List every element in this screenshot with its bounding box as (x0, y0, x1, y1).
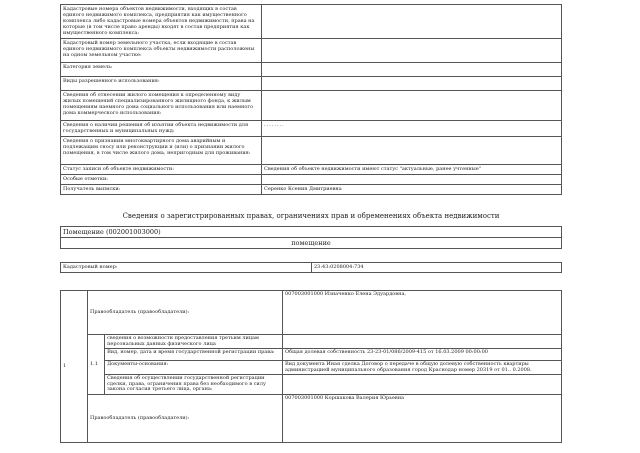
row-label: Кадастровый номер земельного участка, если входящие в состав единого недвижимого комплекса объекты недвижимости расположены на одном земельном участке: (61, 39, 262, 63)
table-row (61, 291, 562, 335)
object-name: Помещение (002001003000) (61, 227, 562, 238)
consent-label: Сведения об осуществлении государственной регистрации сделки, права, ограничения права без необходимого в силу закона согласия третьего лица, органа: (105, 375, 283, 395)
table-row (61, 395, 562, 443)
row-label: Сведения об отнесении жилого помещения к определенному виду жилых помещений специализированного жилищного фонда, к жилым помещениям наемного дома социального использования или наемного дома коммерческого использования: (61, 91, 262, 121)
consent-value (283, 375, 562, 395)
right-number: 1 (61, 291, 88, 443)
row-label: Статус записи об объекте недвижимости: (61, 165, 262, 175)
table-row (61, 349, 562, 361)
row-label: Кадастровые номера объектов недвижимости, входящих в состав единого недвижимого комплекса, предприятия как имущественного комплекса либо кадастровые номера объектов недвижимости, права на которые (в том числе право аренды) входят в состав предприятия как имущественного комплекса: (61, 5, 262, 39)
registration-label: Вид, номер, дата и время государственной регистрации права: (105, 349, 283, 361)
cadastral-value: 23:43:0208004:734 (312, 263, 562, 273)
table-row (61, 165, 562, 175)
holder-name: 007003001000 Изначенко Елена Эдуардовна, (285, 291, 407, 297)
documents-value: Вид документа Иная сделка Договор о передаче в общую долевую собственность квартиры администрацией муниципального образования город Краснодар номер 20319 от 01.. 0.2008. (283, 361, 562, 375)
section-title: Сведения о зарегистрированных правах, ограничениях прав и обременениях объекта недвижимости (122, 212, 500, 220)
table-row (61, 175, 562, 185)
registration-value: Общая долевая собственность 23-23-01/086/2009-415 от 16.03.2009 00:00:00 (283, 349, 562, 361)
rights-table (60, 290, 562, 443)
row-value (262, 175, 562, 185)
table-row (61, 227, 562, 238)
row-label: Сведения о признании многоквартирного дома аварийным и подлежащим сносу или реконструкции и (или) о признании жилого помещения, в том числе жилого дома, непригодным для проживания: (61, 137, 262, 165)
row-value (262, 63, 562, 77)
table-row (61, 39, 562, 63)
table-row (61, 137, 562, 165)
table-row (61, 91, 562, 121)
object-name-table (60, 226, 562, 249)
row-label: Особые отметки: (61, 175, 262, 185)
holder-label: Правообладатель (правообладатели): (88, 291, 283, 335)
row-value (262, 77, 562, 91)
row-label: Категория земель: (61, 63, 262, 77)
table-row (61, 361, 562, 375)
row-value (262, 39, 562, 63)
row-label: Получатель выписки: (61, 185, 262, 195)
row-value (262, 137, 562, 165)
table-row (61, 263, 562, 273)
table-row (61, 77, 562, 91)
object-type: помещение (61, 238, 562, 249)
row-value: Серенко Ксения Дмитриевна (262, 185, 562, 195)
table-row (61, 375, 562, 395)
notice-value (283, 335, 562, 349)
table-row (61, 335, 562, 349)
table-row (61, 185, 562, 195)
table-row (61, 5, 562, 39)
table-row (61, 63, 562, 77)
holder-label: Правообладатель (правообладатели): (88, 395, 283, 443)
table-row (61, 238, 562, 249)
notice-label: сведения о возможности предоставления третьим лицам персональных данных физического лица (105, 335, 283, 349)
object-details-table (60, 4, 562, 195)
holder-value (283, 291, 562, 335)
row-label: Сведения о наличии решения об изъятии объекта недвижимости для государственных и муниципальных нужд: (61, 121, 262, 137)
row-value: ........ (262, 121, 562, 137)
holder-value: 007003001000 Коршакова Валерия Юрьевна (283, 395, 562, 443)
documents-label: Документы-основания: (105, 361, 283, 375)
row-value: Сведения об объекте недвижимости имеют статус "актуальные, ранее учтенные" (262, 165, 562, 175)
table-row (61, 121, 562, 137)
cadastral-table (60, 262, 562, 273)
row-value (262, 91, 562, 121)
row-label: Виды разрешенного использования: (61, 77, 262, 91)
sub-number: 1.1 (88, 335, 105, 395)
row-value (262, 5, 562, 39)
cadastral-label: Кадастровый номер: (61, 263, 312, 273)
